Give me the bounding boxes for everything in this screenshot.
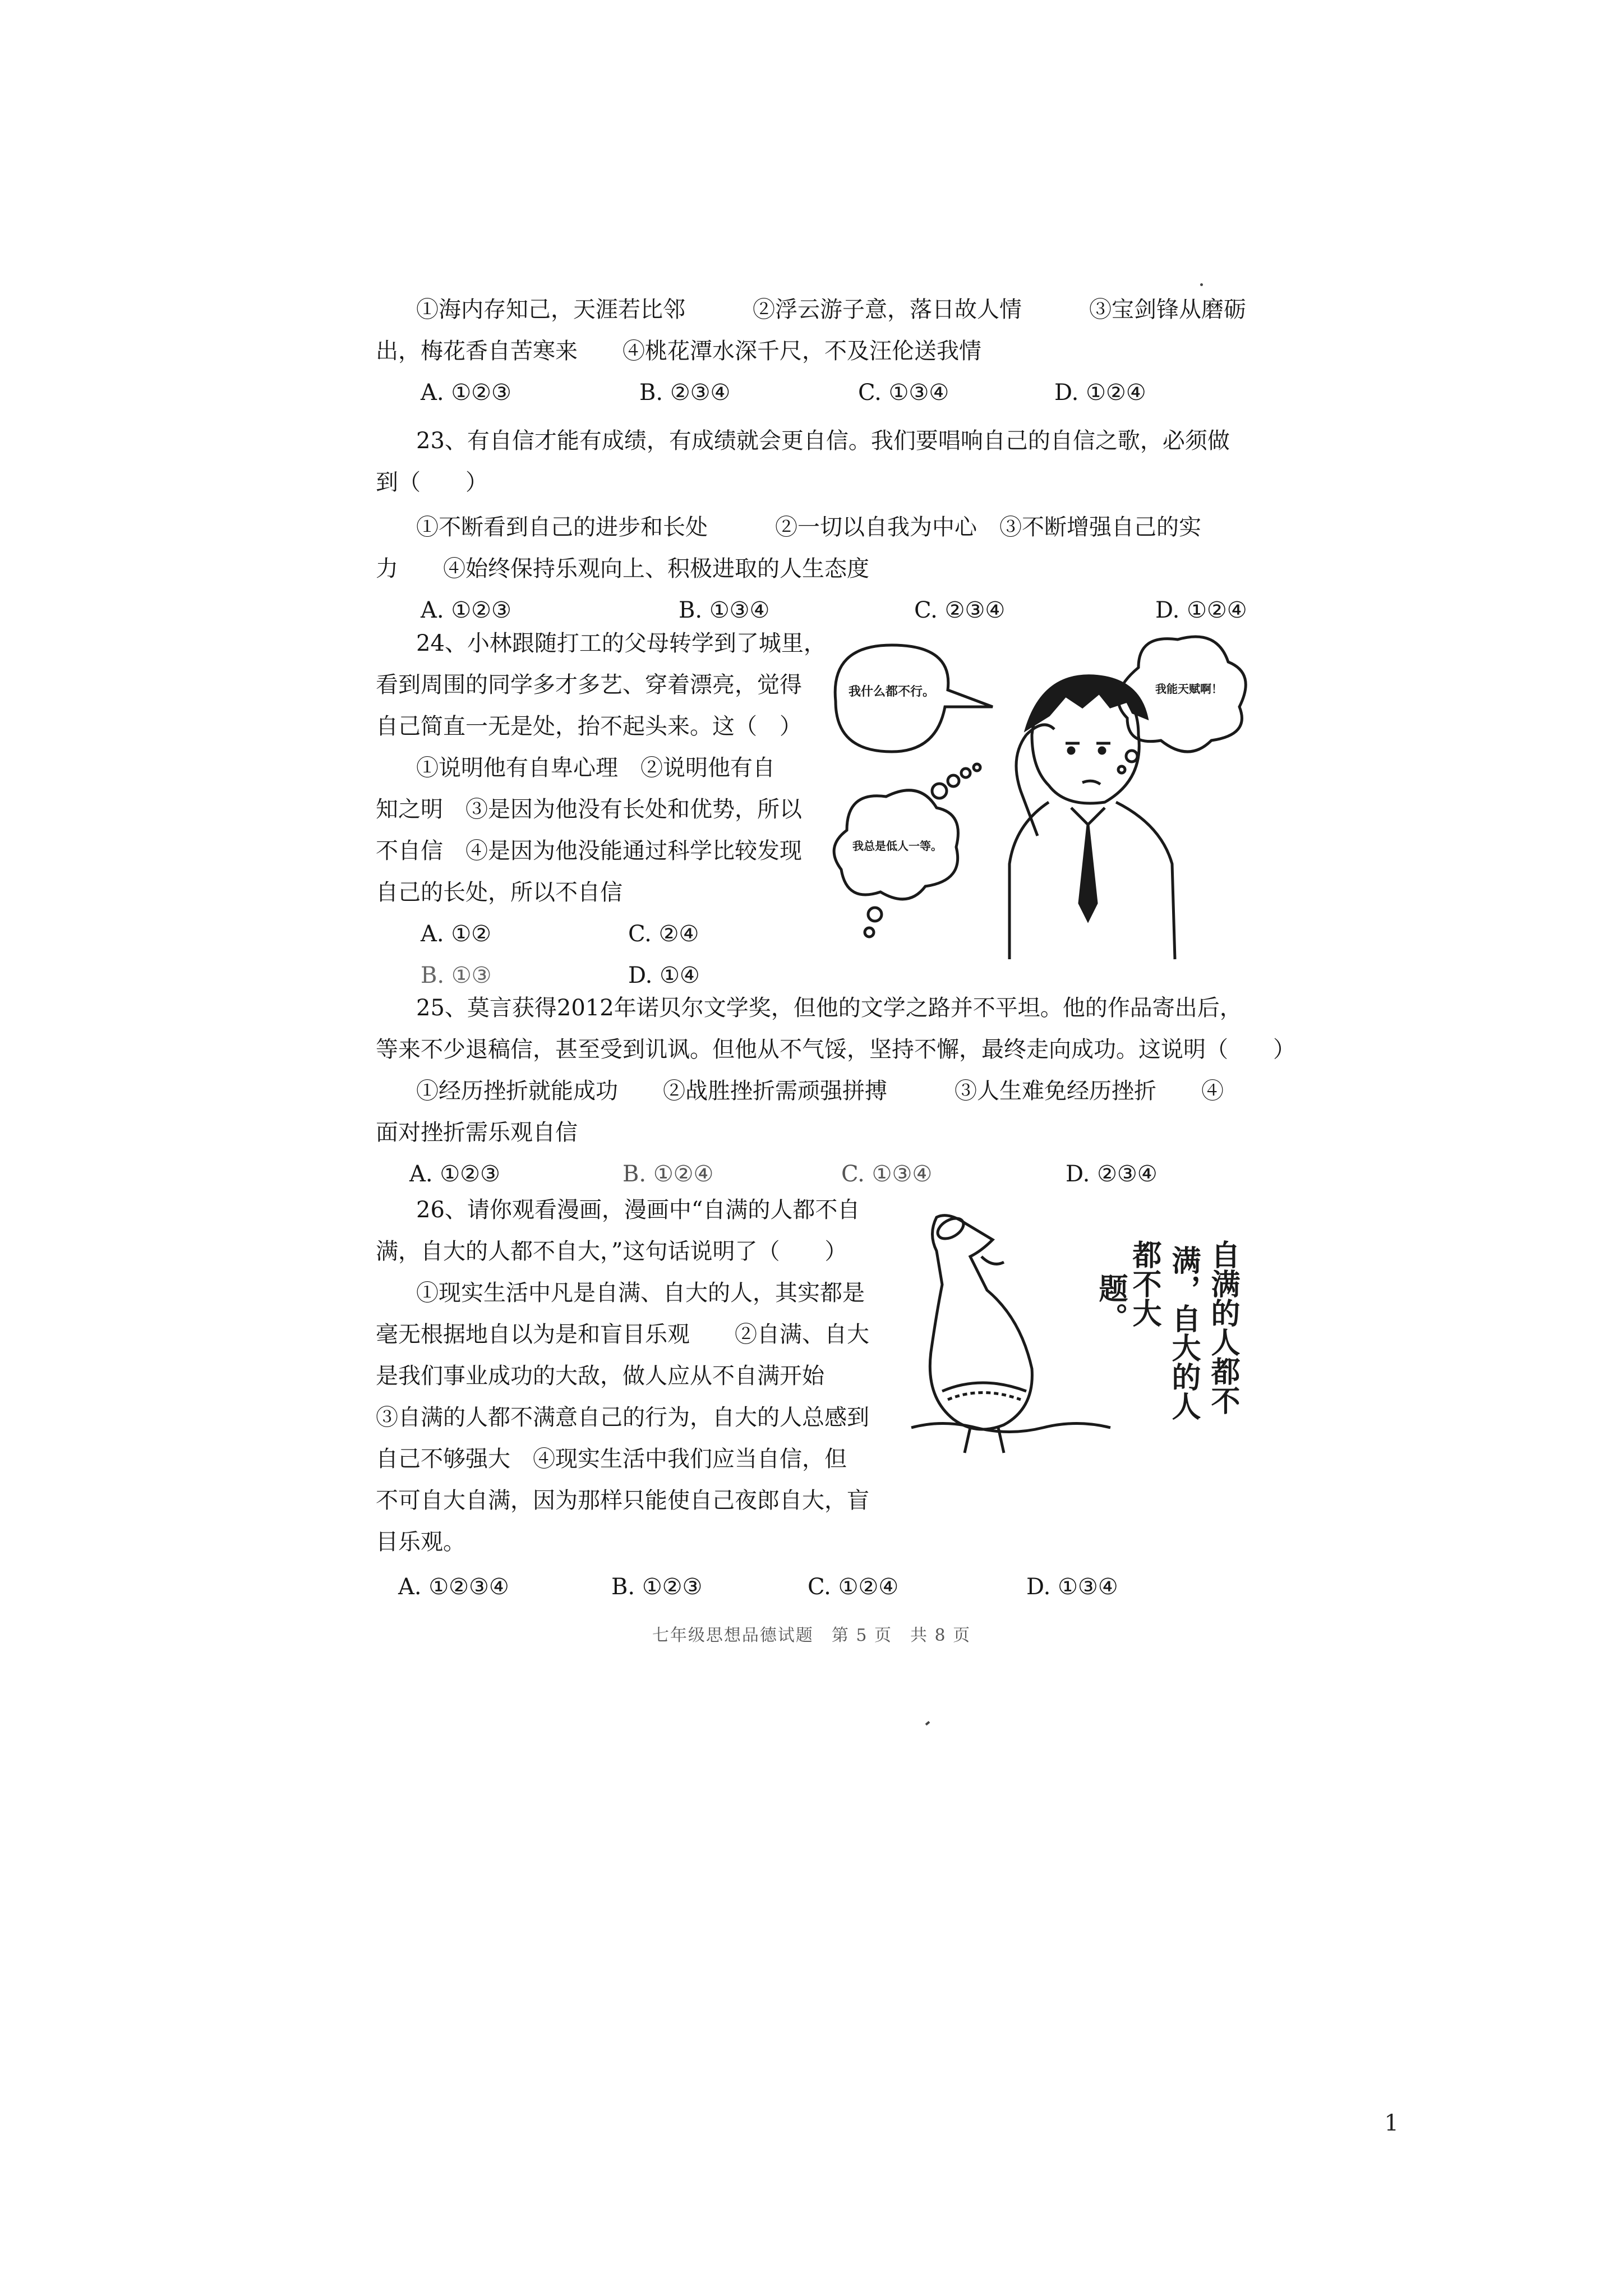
q22-option-b: B. ②③④ xyxy=(639,380,731,406)
q24-option-a: A. ①② xyxy=(421,921,492,947)
cartoon-col-4: 题。 xyxy=(1094,1273,1127,1332)
cartoon-handwriting xyxy=(1094,1240,1241,1420)
scan-mark xyxy=(1200,283,1203,286)
q25-line-3: ①经历挫折就能成功 ②战胜挫折需顽强拼搏 ③人生难免经历挫折 ④ xyxy=(416,1078,1224,1104)
page-footer: 七年级思想品德试题 第 5 页 共 8 页 xyxy=(652,1626,971,1645)
q26-options xyxy=(376,1566,1251,1608)
question-26 xyxy=(376,1189,892,1563)
q23-option-a: A. ①②③ xyxy=(421,597,511,623)
q26-line-9: 目乐观。 xyxy=(376,1529,465,1555)
q24-line-7: 自己的长处，所以不自信 xyxy=(376,880,623,905)
q24-line-1: 24、小林跟随打工的父母转学到了城里， xyxy=(416,631,826,656)
q22-option-d: D. ①②④ xyxy=(1054,380,1146,406)
q23-option-d: D. ①②④ xyxy=(1155,597,1247,623)
page-number: 1 xyxy=(1384,2110,1399,2136)
q25-options xyxy=(376,1153,1251,1195)
q24-line-2: 看到周围的同学多才多艺、穿着漂亮，觉得 xyxy=(376,672,802,698)
q23-option-b: B. ①③④ xyxy=(679,597,770,623)
q22-line-2: 出，梅花香自苦寒来 ④桃花潭水深千尺，不及汪伦送我情 xyxy=(376,338,981,364)
q24-line-3: 自己简直一无是处，抬不起头来。这（ ） xyxy=(376,714,802,739)
q25-option-d: D. ②③④ xyxy=(1066,1161,1158,1187)
q24-option-b: B. ①③ xyxy=(421,963,492,988)
q26-option-b: B. ①②③ xyxy=(611,1574,703,1600)
q26-line-3: ①现实生活中凡是自满、自大的人，其实都是 xyxy=(416,1280,865,1306)
q24-option-c: C. ②④ xyxy=(628,921,699,947)
q26-line-2: 满，自大的人都不自大，”这句话说明了（ ） xyxy=(376,1239,847,1264)
question-25 xyxy=(376,987,1295,1195)
q26-line-6: ③自满的人都不满意自己的行为，自大的人总感到 xyxy=(376,1405,869,1430)
q22-option-a: A. ①②③ xyxy=(421,380,511,406)
q26-line-1: 26、请你观看漫画，漫画中“自满的人都不自 xyxy=(416,1197,860,1223)
q25-line-2: 等来不少退稿信，甚至受到讥讽。但他从不气馁，坚持不懈，最终走向成功。这说明（ ） xyxy=(376,1037,1295,1062)
bubble-text-bottom-left: 我总是低人一等。 xyxy=(852,839,942,853)
q24-line-5: 知之明 ③是因为他没有长处和优势，所以 xyxy=(376,797,802,822)
q26-cartoon xyxy=(909,1206,1256,1520)
q26-line-4: 毫无根据地自以为是和盲目乐观 ②自满、自大 xyxy=(376,1322,869,1347)
q25-line-4: 面对挫折需乐观自信 xyxy=(376,1120,578,1145)
q24-line-4: ①说明他有自卑心理 ②说明他有自 xyxy=(416,755,775,781)
q25-line-1: 25、莫言获得2012年诺贝尔文学奖，但他的文学之路并不平坦。他的作品寄出后， xyxy=(416,995,1242,1021)
scan-mark xyxy=(925,1721,930,1726)
question-24 xyxy=(376,623,824,996)
q24-option-d: D. ①④ xyxy=(628,963,700,988)
q23-stem-1: 23、有自信才能有成绩，有成绩就会更自信。我们要唱响自己的自信之歌，必须做 xyxy=(416,428,1230,454)
q26-option-c: C. ①②④ xyxy=(808,1574,899,1600)
cartoon-col-1: 自满的人都不 xyxy=(1206,1240,1239,1415)
ground-line xyxy=(911,1424,1110,1432)
tie xyxy=(1080,825,1096,920)
bubble-text-top-left: 我什么都不行。 xyxy=(848,685,935,699)
q23-line-2: 力 ④始终保持乐观向上、积极进取的人生态度 xyxy=(376,556,869,582)
q26-option-a: A. ①②③④ xyxy=(398,1574,509,1600)
q23-line-1: ①不断看到自己的进步和长处 ②一切以自我为中心 ③不断增强自己的实 xyxy=(416,514,1201,540)
bubble-text-right: 我能天赋啊！ xyxy=(1155,682,1223,696)
q23-stem-2: 到（ ） xyxy=(376,470,488,495)
q26-line-7: 自己不够强大 ④现实生活中我们应当自信，但 xyxy=(376,1446,847,1472)
q26-option-d: D. ①③④ xyxy=(1026,1574,1118,1600)
q22-line-1: ①海内存知己，天涯若比邻 ②浮云游子意，落日故人情 ③宝剑锋从磨砺 xyxy=(416,297,1246,323)
q23-option-c: C. ②③④ xyxy=(914,597,1006,623)
question-22 xyxy=(376,289,1251,413)
q24-cartoon xyxy=(824,623,1251,970)
bottle xyxy=(930,1216,1032,1429)
q24-line-6: 不自信 ④是因为他没能通过科学比较发现 xyxy=(376,838,802,864)
q26-line-5: 是我们事业成功的大敌，做人应从不自满开始 xyxy=(376,1363,824,1389)
q26-line-8: 不可自大自满，因为那样只能使自己夜郎自大，盲 xyxy=(376,1488,869,1513)
cartoon-col-3: 都不大 xyxy=(1127,1240,1161,1327)
q22-options xyxy=(376,372,1251,413)
q24-options-row-1 xyxy=(376,913,824,955)
question-23 xyxy=(376,420,1251,631)
cartoon-col-2: 满，自大的人 xyxy=(1166,1245,1200,1420)
q25-option-a: A. ①②③ xyxy=(409,1161,500,1187)
q25-option-b: B. ①②④ xyxy=(623,1161,714,1187)
q25-option-c: C. ①③④ xyxy=(841,1161,933,1187)
q22-option-c: C. ①③④ xyxy=(858,380,949,406)
